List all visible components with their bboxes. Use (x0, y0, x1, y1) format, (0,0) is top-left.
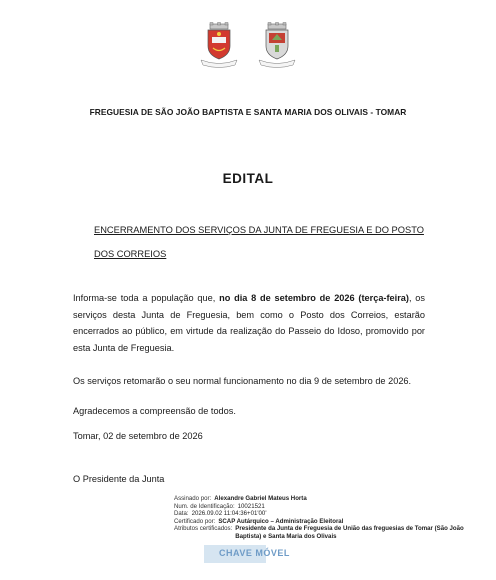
attributes-row (174, 525, 474, 540)
closure-date-emphasis: no dia 8 de setembro de 2026 (terça-feira) (219, 293, 409, 303)
paragraph-announcement-part1: Informa-se toda a população que, (73, 293, 220, 303)
document-subject: ENCERRAMENTO DOS SERVIÇOS DA JUNTA DE FREGUESIA E DO POSTO DOS CORREIOS (94, 225, 424, 259)
coat-of-arms-santa-maria-dos-olivais-icon (255, 22, 299, 68)
date-label: Data: (174, 510, 189, 518)
id-row (174, 503, 474, 511)
signed-by-value: Alexandre Gabriel Mateus Horta (214, 495, 307, 502)
signed-by-label: Assinado por: (174, 495, 212, 502)
signatory-role: O Presidente da Junta (73, 474, 165, 484)
date-row (174, 510, 474, 518)
watermark-text: CHAVE MÓVEL (219, 548, 290, 558)
attributes-value: Presidente da Junta de Freguesia de União das freguesias de Tomar (São João Baptista) e Santa Maria dos Olivais (235, 525, 464, 540)
document-title: EDITAL (222, 171, 274, 186)
digital-signature-stamp (174, 495, 474, 558)
id-label: Num. de Identificação: (174, 502, 235, 510)
certified-by-row (174, 518, 474, 526)
id-value: 10021521 (237, 502, 265, 510)
crests (0, 22, 496, 68)
place-and-date: Tomar, 02 de setembro de 2026 (73, 431, 203, 441)
signed-by-row (174, 495, 474, 503)
paragraph-resume-service: Os serviços retomarão o seu normal funcionamento no dia 9 de setembro de 2026. (73, 376, 412, 386)
parish-name-header: FREGUESIA DE SÃO JOÃO BAPTISTA E SANTA MARIA DOS OLIVAIS - TOMAR (89, 107, 407, 117)
certified-by-value: SCAP Autárquico – Administração Eleitoral (218, 517, 344, 525)
certified-by-label: Certificado por: (174, 517, 216, 525)
paragraph-thanks: Agradecemos a compreensão de todos. (73, 406, 236, 416)
attributes-label: Atributos certificados: (174, 525, 233, 533)
paragraph-announcement-part2: , os serviços desta Junta de Freguesia, bem como o Posto dos Correios, estarão encerrados ao público, em virtude da realização do Passeio do Idoso, promovido por esta Junta de Freguesia. (73, 293, 426, 353)
paragraph-announcement (73, 290, 425, 356)
coat-of-arms-sao-joao-baptista-icon (197, 22, 241, 68)
date-value: 2026.09.02 11:04:36+01'00' (191, 510, 267, 518)
